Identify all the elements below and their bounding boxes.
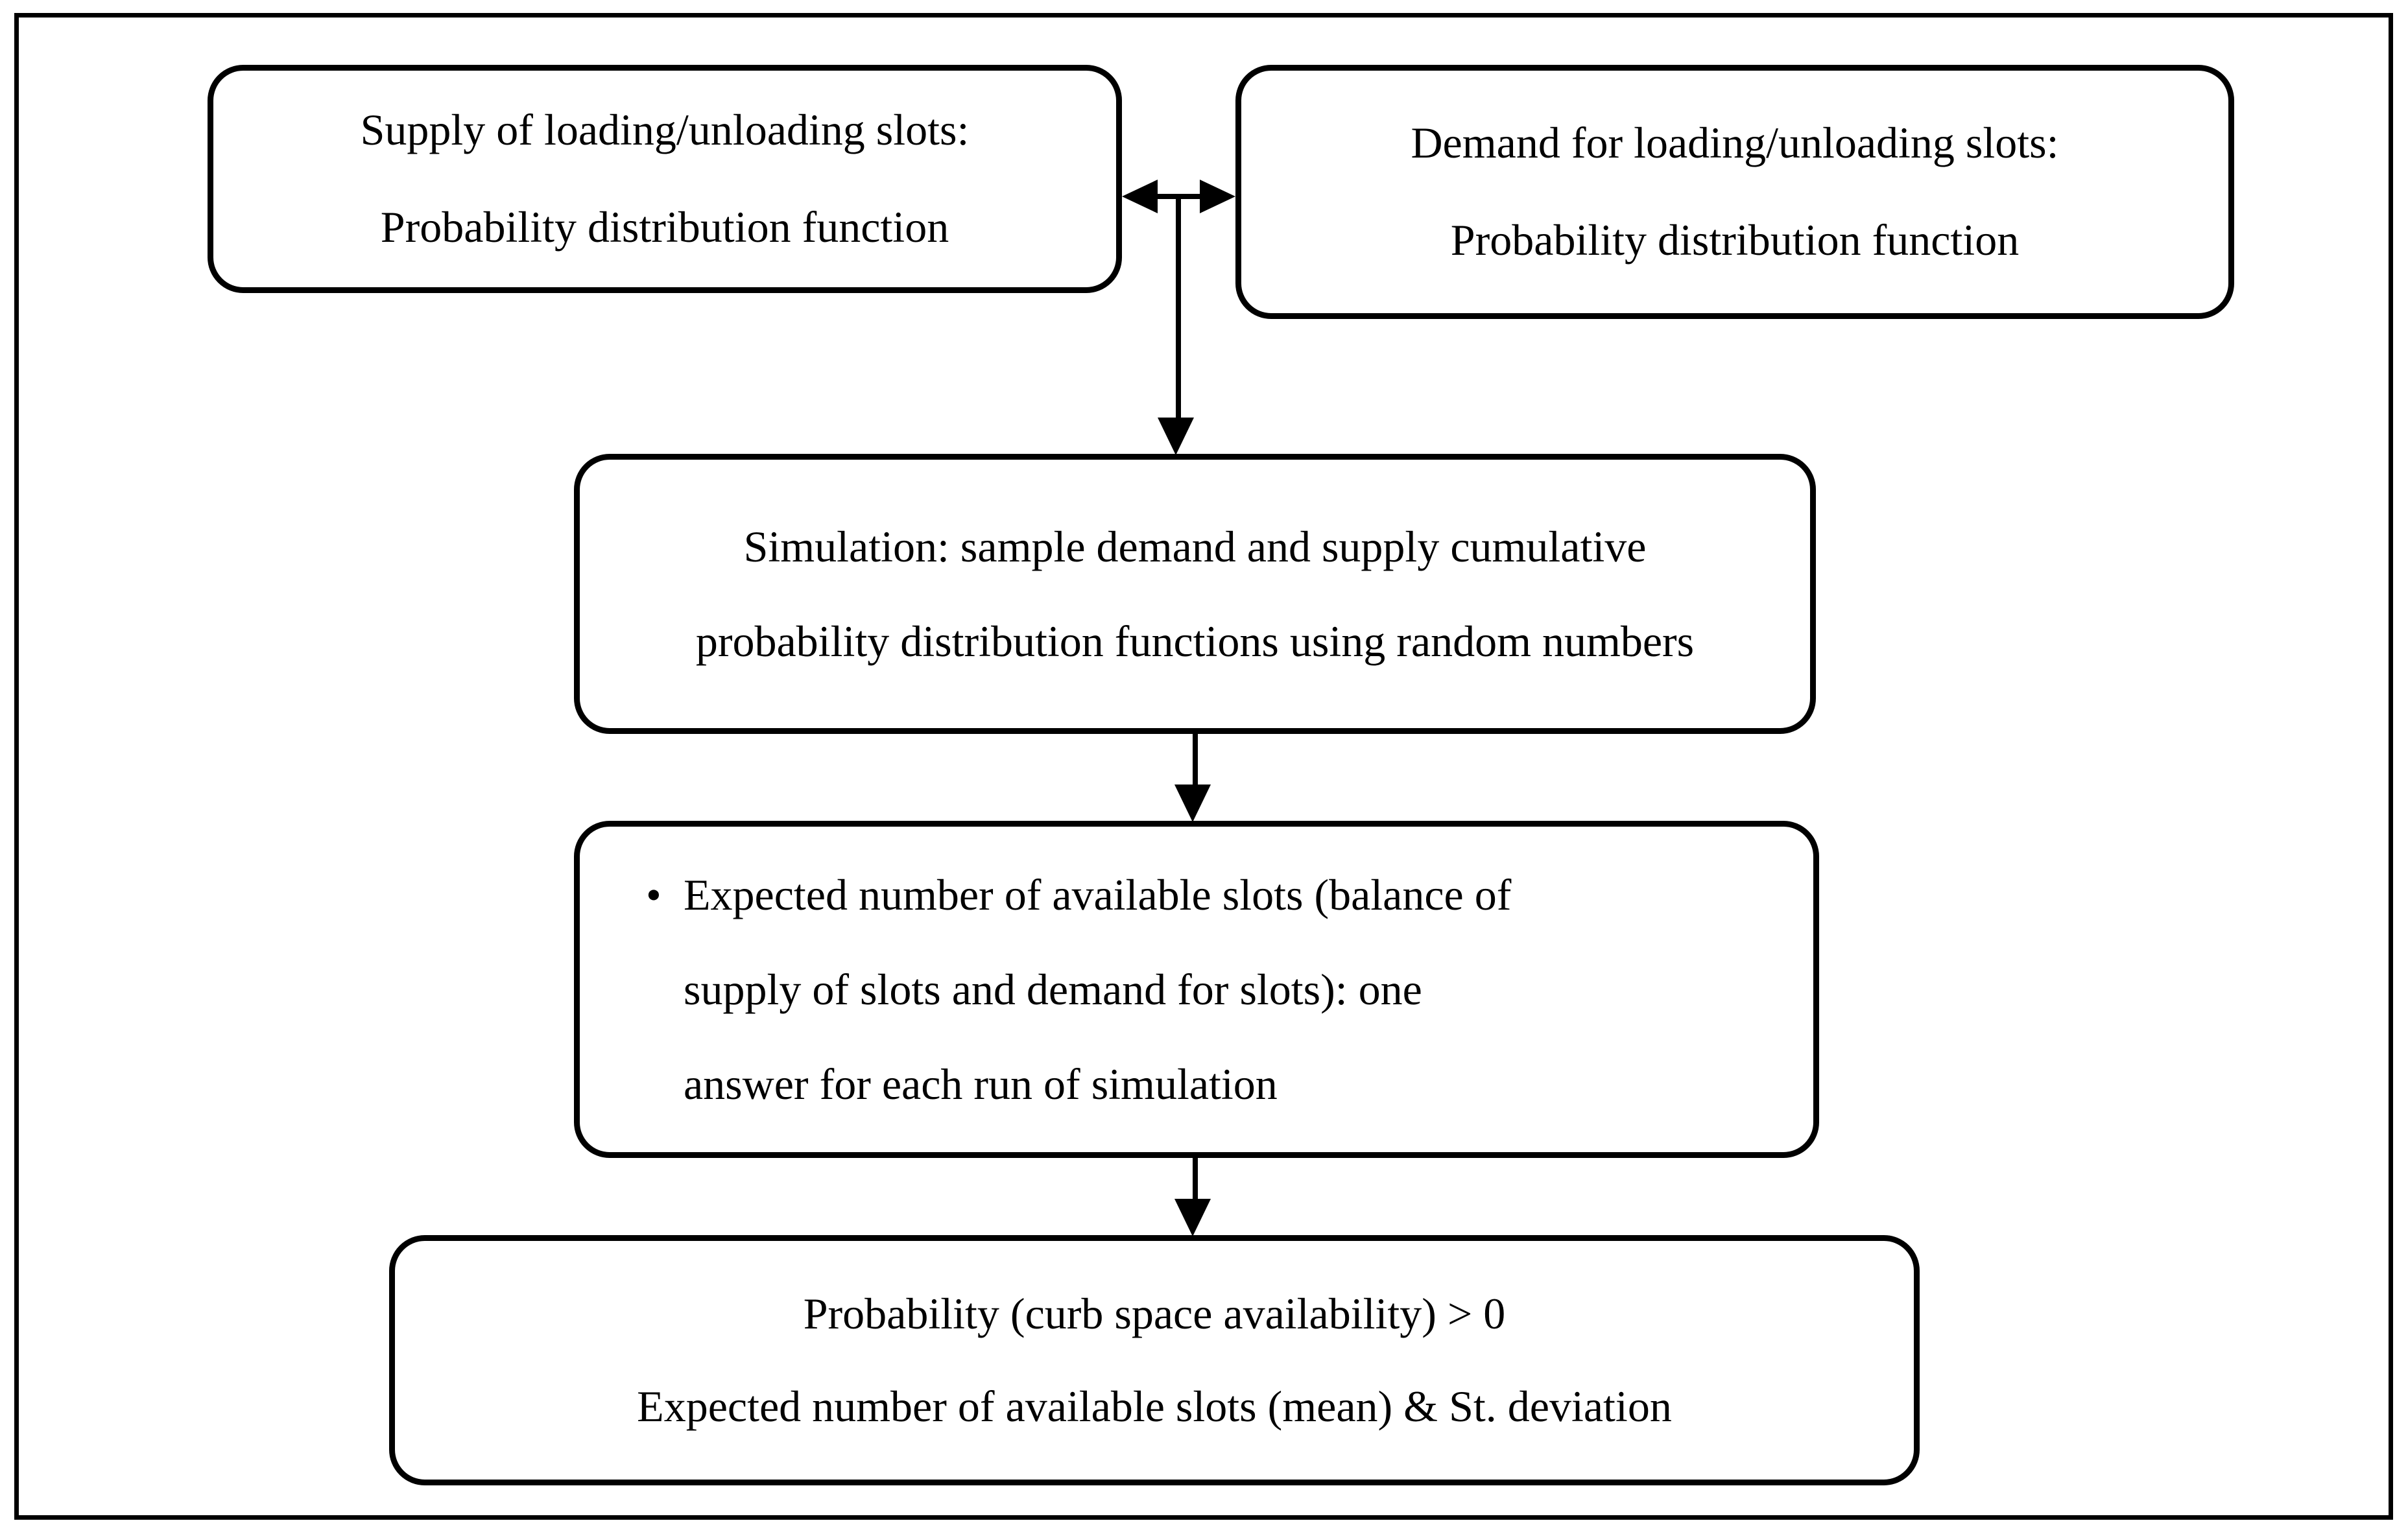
- arrowhead-down-icon: [1174, 1199, 1211, 1236]
- results-line-2: Expected number of available slots (mean) & St. deviation: [637, 1382, 1672, 1431]
- demand-line-1: Demand for loading/unloading slots:: [1411, 118, 2059, 168]
- arrowhead-right-icon: [1200, 180, 1235, 213]
- supply-line-2: Probability distribution function: [380, 202, 949, 252]
- results-box: [389, 1235, 1920, 1485]
- simulation-line-2: probability distribution functions using random numbers: [695, 617, 1695, 666]
- connector-to-simulation-line: [1176, 196, 1181, 420]
- simulation-box: [574, 454, 1816, 734]
- arrowhead-down-icon: [1174, 785, 1211, 822]
- expected-line-2: supply of slots and demand for slots): one: [684, 964, 1422, 1014]
- arrowhead-left-icon: [1122, 180, 1158, 213]
- expected-slots-box: [574, 821, 1819, 1158]
- connector-to-results-line: [1193, 1158, 1198, 1201]
- connector-to-expected-line: [1193, 734, 1198, 787]
- demand-line-2: Probability distribution function: [1450, 215, 2020, 265]
- supply-line-1: Supply of loading/unloading slots:: [360, 105, 970, 155]
- demand-box: [1235, 65, 2234, 319]
- expected-line-1-text: Expected number of available slots (balance of: [684, 869, 1512, 919]
- supply-box: [208, 65, 1122, 293]
- simulation-line-1: Simulation: sample demand and supply cumulative: [743, 521, 1647, 571]
- arrowhead-down-icon: [1158, 418, 1194, 455]
- expected-line-1: [646, 847, 1794, 942]
- results-line-1: Probability (curb space availability) > 0: [803, 1289, 1506, 1339]
- expected-line-3: answer for each run of simulation: [684, 1059, 1278, 1109]
- bullet-icon: •: [646, 869, 662, 919]
